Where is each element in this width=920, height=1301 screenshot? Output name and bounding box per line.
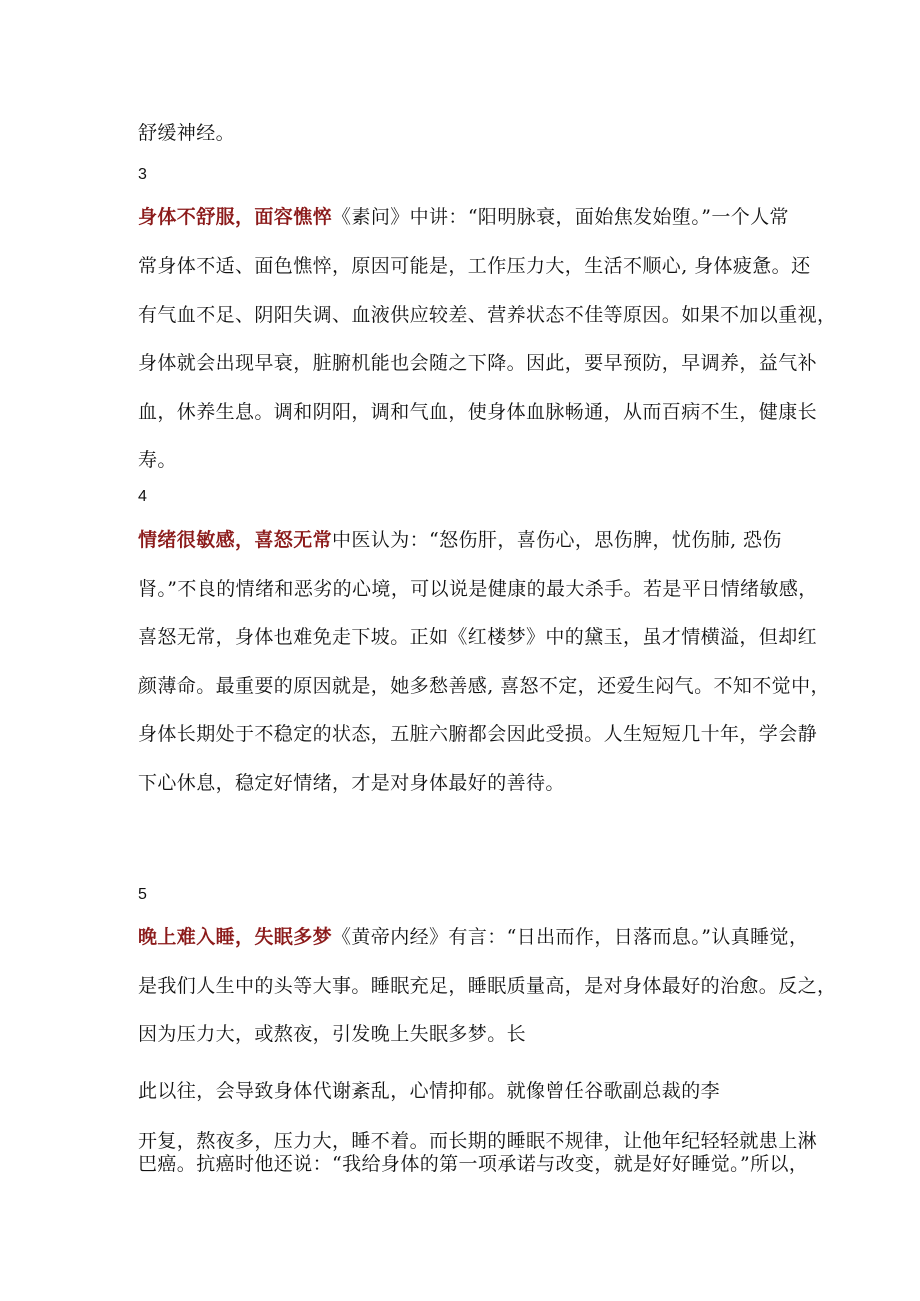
section-5-heading: 晚上难入睡，失眠多梦 [138,926,333,948]
section-4-heading: 情绪很敏感，喜怒无常 [138,529,333,551]
section-3-line-4: 身体就会出现早衰，脏腑机能也会随之下降。因此，要早预防，早调养，益气补 [138,352,818,374]
section-3-heading: 身体不舒服，面容憔悴 [138,206,333,228]
section-5-line-5: 开复，熬夜多，压力大，睡不着。而长期的睡眠不规律，让他年纪轻轻就患上淋 [138,1130,818,1152]
section-3-line-5: 血，休养生息。调和阴阳，调和气血，使身体血脉畅通，从而百病不生，健康长 [138,401,818,423]
section-3-line-2: 常身体不适、面色憔悴，原因可能是，工作压力大，生活不顺心, 身体疲惫。还 [138,255,811,277]
section-4-line-2: 肾。”不良的情绪和恶劣的心境，可以说是健康的最大杀手。若是平日情绪敏感， [138,578,818,600]
section-3-line-1-text: 《素问》中讲：“阳明脉衰，面始焦发始堕。”一个人常 [332,206,789,228]
section-number-4: 4 [138,488,147,505]
section-5-line-2: 是我们人生中的头等大事。睡眠充足，睡眠质量高，是对身体最好的治愈。反之， [138,975,837,997]
section-3-line-3: 有气血不足、阴阳失调、血液供应较差、营养状态不佳等原因。如果不加以重视， [138,304,837,326]
section-5-line-1 [138,925,808,949]
section-number-5: 5 [138,886,147,903]
section-5-line-3: 因为压力大，或熬夜，引发晚上失眠多梦。长 [138,1023,527,1045]
section-5-line-6: 巴癌。抗癌时他还说：“我给身体的第一项承诺与改变，就是好好睡觉。”所以， [138,1153,809,1175]
section-4-line-1-text: 中医认为：“怒伤肝，喜伤心，思伤脾，忧伤肺, 恐伤 [332,529,782,551]
section-4-line-6: 下心休息，稳定好情绪，才是对身体最好的善待。 [138,772,565,794]
section-5-line-4: 此以往，会导致身体代谢紊乱，心情抑郁。就像曾任谷歌副总裁的李 [138,1080,721,1102]
intro-tail-line: 舒缓神经。 [138,122,236,144]
section-3-line-6: 寿。 [138,449,177,471]
section-4-line-4: 颜薄命。最重要的原因就是，她多愁善感, 喜怒不定，还爱生闷气。不知不觉中， [138,675,830,697]
section-4-line-3: 喜怒无常，身体也难免走下坡。正如《红楼梦》中的黛玉，虽才情横溢，但却红 [138,626,818,648]
section-3-line-1 [138,205,789,229]
section-4-line-5: 身体长期处于不稳定的状态，五脏六腑都会因此受损。人生短短几十年，学会静 [138,723,818,745]
section-4-line-1 [138,528,782,552]
section-5-line-1-text: 《黄帝内经》有言：“日出而作，日落而息。”认真睡觉， [332,926,809,948]
section-number-3: 3 [138,166,147,183]
